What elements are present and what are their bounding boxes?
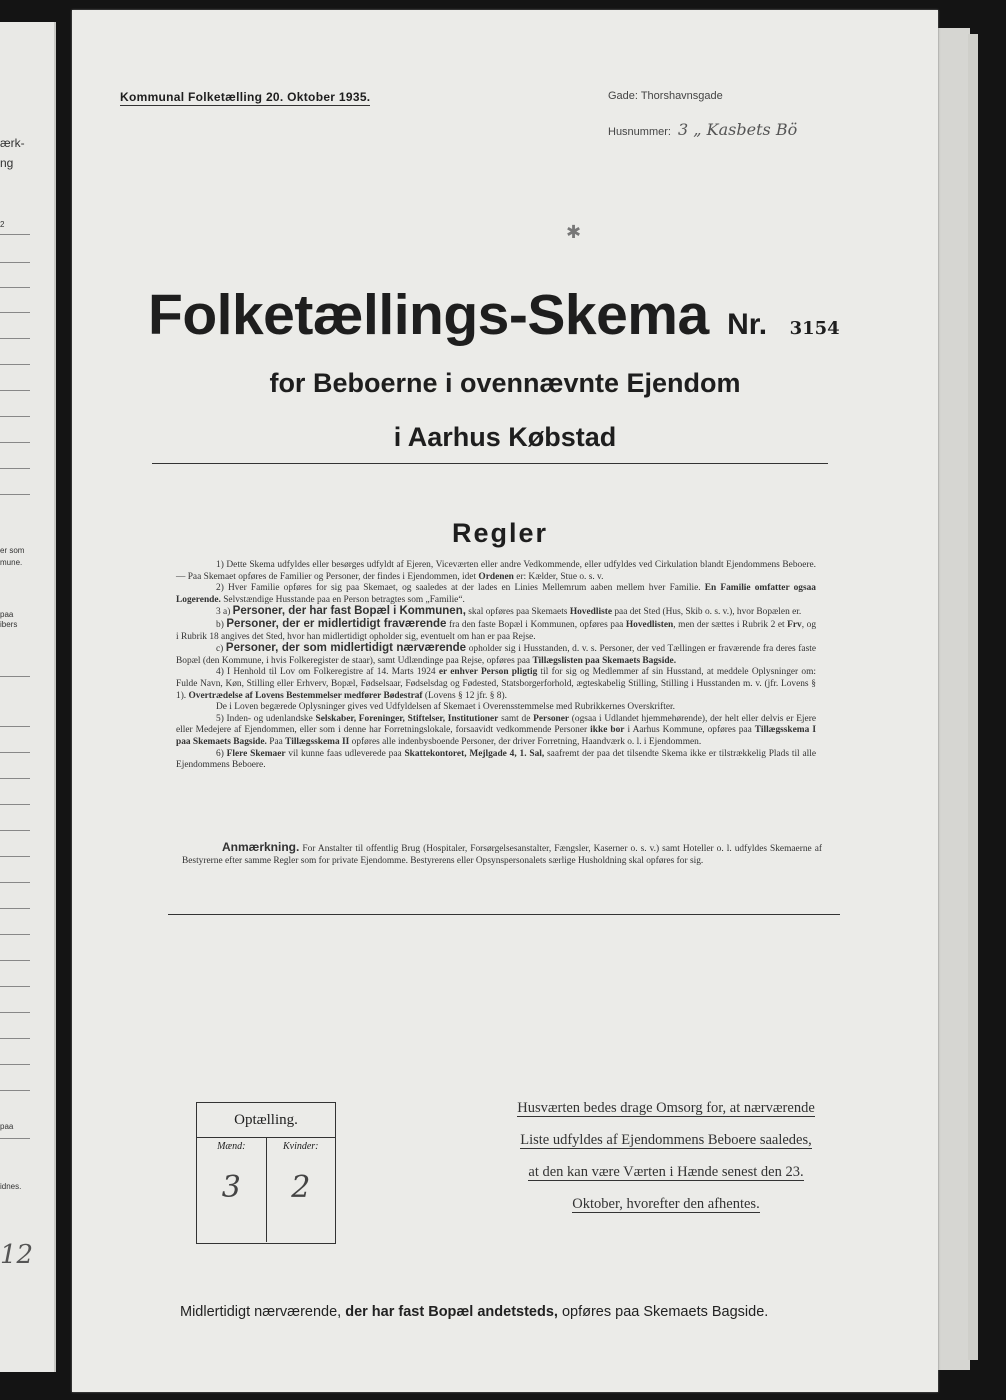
divider	[168, 914, 840, 915]
form-subtitle-city: i Aarhus Købstad	[393, 422, 617, 452]
form-title-main: Folketællings-Skema	[148, 283, 709, 347]
left-page-rule	[0, 1090, 30, 1091]
rule-4-continued: De i Loven begærede Oplysninger gives ved Udfyldelsen af Skemaet i Overensstemmelse med Rubrikkernes Overskrifter.	[216, 702, 675, 713]
left-page-rule	[0, 442, 30, 443]
left-page-rule	[0, 416, 30, 417]
ink-mark: ✱	[566, 222, 582, 242]
left-page-rule	[0, 830, 30, 831]
left-page-rule	[0, 1038, 30, 1039]
rule-3b: b) Personer, der er midlertidigt fraværende fra den faste Bopæl i Kommunen, opføres paa Hovedlisten, men der sættes i Rubrik 2 et Frv, og i Rubrik 18 angives det Sted, hvor han midlertidigt opholder sig, eventuelt om han er paa Rejse.	[176, 617, 817, 642]
left-page-rule	[0, 468, 30, 469]
street-row	[608, 90, 797, 120]
count-men-column	[197, 1138, 266, 1242]
left-page-text: paa	[0, 1122, 14, 1131]
left-page-rule	[0, 1138, 30, 1139]
page-edge	[968, 34, 978, 1360]
left-page-rule	[0, 312, 30, 313]
house-number-row	[608, 120, 797, 150]
house-number-label: Husnummer:	[608, 126, 671, 138]
divider	[152, 463, 828, 464]
instruction-line: Oktober, hvorefter den afhentes.	[572, 1196, 760, 1212]
left-page-rule	[0, 1064, 30, 1065]
left-page-rule	[0, 908, 30, 909]
street-label: Gade:	[608, 90, 638, 102]
address-block	[608, 90, 797, 150]
left-page-rule	[0, 287, 30, 288]
count-men-value: 3	[221, 1170, 241, 1205]
left-page-text: ibers	[0, 620, 18, 629]
left-page-handwritten-number: 12	[0, 1240, 34, 1270]
count-box	[196, 1102, 336, 1244]
left-page-fragment	[0, 22, 56, 1372]
left-page-rule	[0, 262, 30, 263]
census-header: Kommunal Folketælling 20. Oktober 1935.	[120, 90, 371, 104]
rules-text	[176, 560, 816, 772]
left-page-text: mune.	[0, 558, 23, 567]
left-page-rule	[0, 338, 30, 339]
rule-1: 1) Dette Skema udfyldes eller besørges udfyldt af Ejeren, Viceværten eller andre Vedkommende, eller udfyldes ved Cirkulation blandt Ejendommens Beboere. — Paa Skemaet opføres de Familier og Personer, der findes i Ejendommen, idet Ordenen er: Kælder, Stue o. s. v.	[176, 560, 816, 582]
left-page-text: er som	[0, 546, 25, 555]
left-page-text: ng	[0, 156, 14, 170]
rule-3a: 3 a) Personer, der har fast Bopæl i Kommunen, skal opføres paa Skemaets Hovedliste paa det Sted (Hus, Skib o. s. v.), hvor Bopælen er.	[216, 605, 802, 618]
rules-heading: Regler	[451, 518, 549, 548]
left-page-rule	[0, 986, 30, 987]
count-box-title: Optælling.	[197, 1103, 335, 1138]
left-page-rule	[0, 778, 30, 779]
instruction-line: Husværten bedes drage Omsorg for, at nærværende	[517, 1100, 815, 1116]
left-page-rule	[0, 804, 30, 805]
left-page-rule	[0, 726, 30, 727]
house-number-value: 3 „ Kasbets Bö	[678, 120, 798, 139]
street-value: Thorshavnsgade	[640, 90, 723, 102]
instruction-line: Liste udfyldes af Ejendommens Beboere saaledes,	[520, 1132, 812, 1148]
rule-5: 5) Inden- og udenlandske Selskaber, Foreninger, Stiftelser, Institutioner samt de Personer (ogsaa i Udlandet hjemmehørende), der helt eller delvis er Ejere eller Medejere af Ejendommen, eller som i denne har Forretningslokale, forsaavidt vedkommende Personer ikke bor i Aarhus Kommune, opføres paa Tillægsskema I paa Skemaets Bagside. Paa Tillægsskema II opføres alle indenbysboende Personer, der driver Forretning, Haandværk o. l. i Ejendommen.	[176, 713, 816, 747]
form-number-value: 3154	[789, 318, 840, 339]
left-page-rule	[0, 676, 30, 677]
left-page-rule	[0, 494, 30, 495]
form-title	[148, 282, 868, 348]
left-page-rule	[0, 1012, 30, 1013]
count-women-label: Kvinder:	[282, 1141, 319, 1152]
left-page-rule	[0, 934, 30, 935]
form-number-label: Nr.	[727, 308, 768, 341]
left-page-text: ærk-	[0, 136, 25, 150]
landlord-instruction	[496, 1100, 836, 1228]
form-subtitle: for Beboerne i ovennævnte Ejendom	[269, 368, 741, 398]
remark-text: Anmærkning. For Anstalter til offentlig Brug (Hospitaler, Forsørgelsesanstalter, Fængsler, Kaserner o. s. v.) samt Hoteller o. l. udfyldes Skemaerne af Bestyrerne efter samme Regler som for private Ejendomme. Bestyrerens eller Opsynspersonalets særlige Husholdning skal opføres for sig.	[182, 840, 822, 866]
left-page-text: 2	[0, 220, 5, 229]
count-men-label: Mænd:	[217, 1141, 246, 1152]
left-page-rule	[0, 960, 30, 961]
count-women-value: 2	[291, 1170, 311, 1205]
rule-4: 4) I Henhold til Lov om Folkeregistre af 14. Marts 1924 er enhver Person pligtig til for sig og Medlemmer af sin Husstand, at meddele Oplysninger om: Fulde Navn, Køn, Stilling eller Erhverv, Bopæl, Fødselsaar, Fødselsdag og Fødested, Statsborgerforhold, ægteskabelig Stilling, Stilling i Husstanden m. v. (jfr. Lovens § 1). Overtrædelse af Lovens Bestemmelser medfører Bødestraf (Lovens § 12 jfr. § 8).	[176, 667, 817, 701]
left-page-rule	[0, 234, 30, 235]
instruction-line: at den kan være Værten i Hænde senest den 23.	[528, 1164, 804, 1180]
remark-heading: Anmærkning.	[222, 840, 300, 854]
left-page-rule	[0, 390, 30, 391]
left-page-rule	[0, 752, 30, 753]
rule-2: 2) Hver Familie opføres for sig paa Skemaet, og saaledes at der lades en Linies Mellemrum aaben mellem hver Familie. En Familie omfatter ogsaa Logerende. Selvstændige Husstande paa en Person betragtes som „Familie“.	[176, 583, 816, 605]
left-page-rule	[0, 364, 30, 365]
left-page-text: paa	[0, 610, 14, 619]
count-women-column	[266, 1138, 336, 1242]
census-form-page	[72, 10, 938, 1392]
left-page-text: idnes.	[0, 1182, 22, 1191]
rule-3c: c) Personer, der som midlertidigt nærværende opholder sig i Husstanden, d. v. s. Personer, der ved Tællingen er fraværende fra deres faste Bopæl (den Kommune, i hvis Folkeregister de staar), samt Udlændinge paa Rejse, opføres paa Tillægslisten paa Skemaets Bagside.	[176, 642, 816, 666]
footer-note: Midlertidigt nærværende, der har fast Bopæl andetsteds, opføres paa Skemaets Bagside.	[180, 1304, 769, 1320]
rule-6: 6) Flere Skemaer vil kunne faas udleverede paa Skattekontoret, Mejlgade 4, 1. Sal, saafremt der paa det tilsendte Skema ikke er tilstrækkelig Plads til alle Ejendommens Beboere.	[176, 748, 817, 771]
left-page-rule	[0, 856, 30, 857]
left-page-rule	[0, 882, 30, 883]
